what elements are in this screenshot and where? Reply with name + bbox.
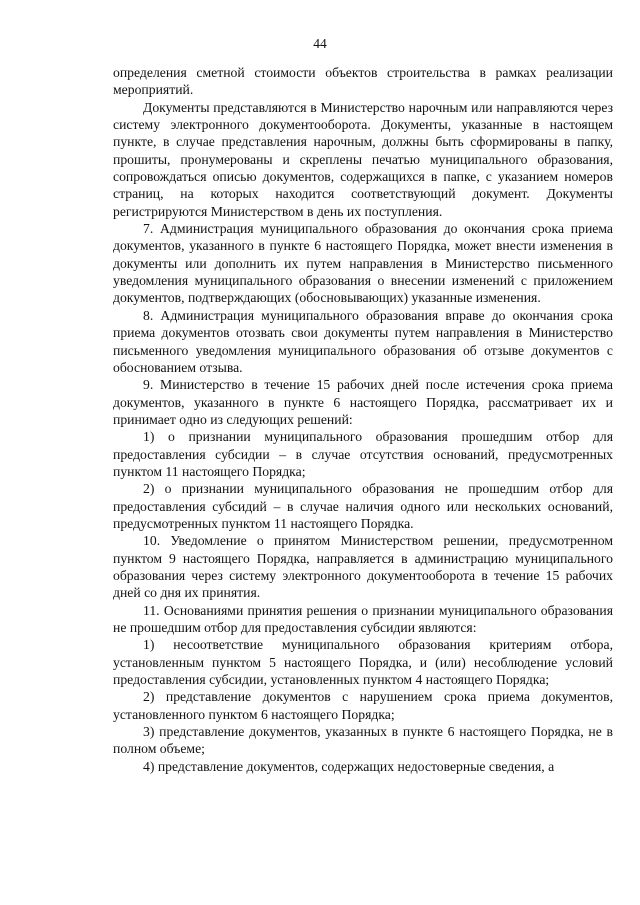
page-number: 44 bbox=[313, 36, 327, 51]
paragraph-documents-submission: Документы представляются в Министерство нарочным или направляются через систему электронного документооборота. Документы, указанные в настоящем пункте, в случае представления нарочным, должны быть сформированы в папку, прошиты, пронумерованы и скреплены печатью муниципального образования, сопровождаться описью документов, содержащихся в папке, с указанием номеров страниц, на которых находится соответствующий документ. Документы регистрируются Министерством в день их поступления. bbox=[113, 99, 613, 219]
paragraph-item-11-1: 1) несоответствие муниципального образования критериям отбора, установленным пунктом 5 настоящего Порядка, и (или) несоблюдение условий предоставления субсидии, установленных пунктом 4 настоящего Порядка; bbox=[113, 637, 613, 688]
paragraph-item-11-2: 2) представление документов с нарушением срока приема документов, установленного пунктом 6 настоящего Порядка; bbox=[113, 689, 613, 722]
paragraph-item-8: 8. Администрация муниципального образования вправе до окончания срока приема документов отозвать свои документы путем направления в Министерство письменного уведомления муниципального образования об отзыве документов с обоснованием отзыва. bbox=[113, 307, 613, 375]
paragraph-continuation: определения сметной стоимости объектов строительства в рамках реализации мероприятий. bbox=[113, 65, 613, 98]
paragraph-item-7: 7. Администрация муниципального образования до окончания срока приема документов, указанного в пункте 6 настоящего Порядка, может внести изменения в документы или дополнить их путем направления в Министерство письменного уведомления муниципального образования о внесении изменений с приложением документов, подтверждающих (обосновывающих) указанные изменения. bbox=[113, 221, 613, 306]
paragraph-item-9-2: 2) о признании муниципального образования не прошедшим отбор для предоставления субсидий – в случае наличия одного или нескольких оснований, предусмотренных пунктом 11 настоящего Порядка. bbox=[113, 481, 613, 531]
paragraph-item-11-3: 3) представление документов, указанных в пункте 6 настоящего Порядка, не в полном объеме; bbox=[113, 724, 613, 757]
paragraph-item-10: 10. Уведомление о принятом Министерством решении, предусмотренном пунктом 9 настоящего Порядка, направляется в администрацию муниципального образования через систему электронного документооборота в течение 15 рабочих дней со дня их принятия. bbox=[113, 533, 613, 601]
paragraph-item-11: 11. Основаниями принятия решения о признании муниципального образования не прошедшим отбор для предоставления субсидии являются: bbox=[113, 602, 613, 635]
paragraph-item-9-1: 1) о признании муниципального образования прошедшим отбор для предоставления субсидии – в случае отсутствия оснований, предусмотренных пунктом 11 настоящего Порядка; bbox=[113, 429, 613, 479]
document-body bbox=[113, 64, 613, 775]
paragraph-item-9: 9. Министерство в течение 15 рабочих дней после истечения срока приема документов, указанного в пункте 6 настоящего Порядка, рассматривает их и принимает одно из следующих решений: bbox=[113, 377, 613, 427]
paragraph-item-11-4: 4) представление документов, содержащих недостоверные сведения, а bbox=[143, 758, 555, 774]
